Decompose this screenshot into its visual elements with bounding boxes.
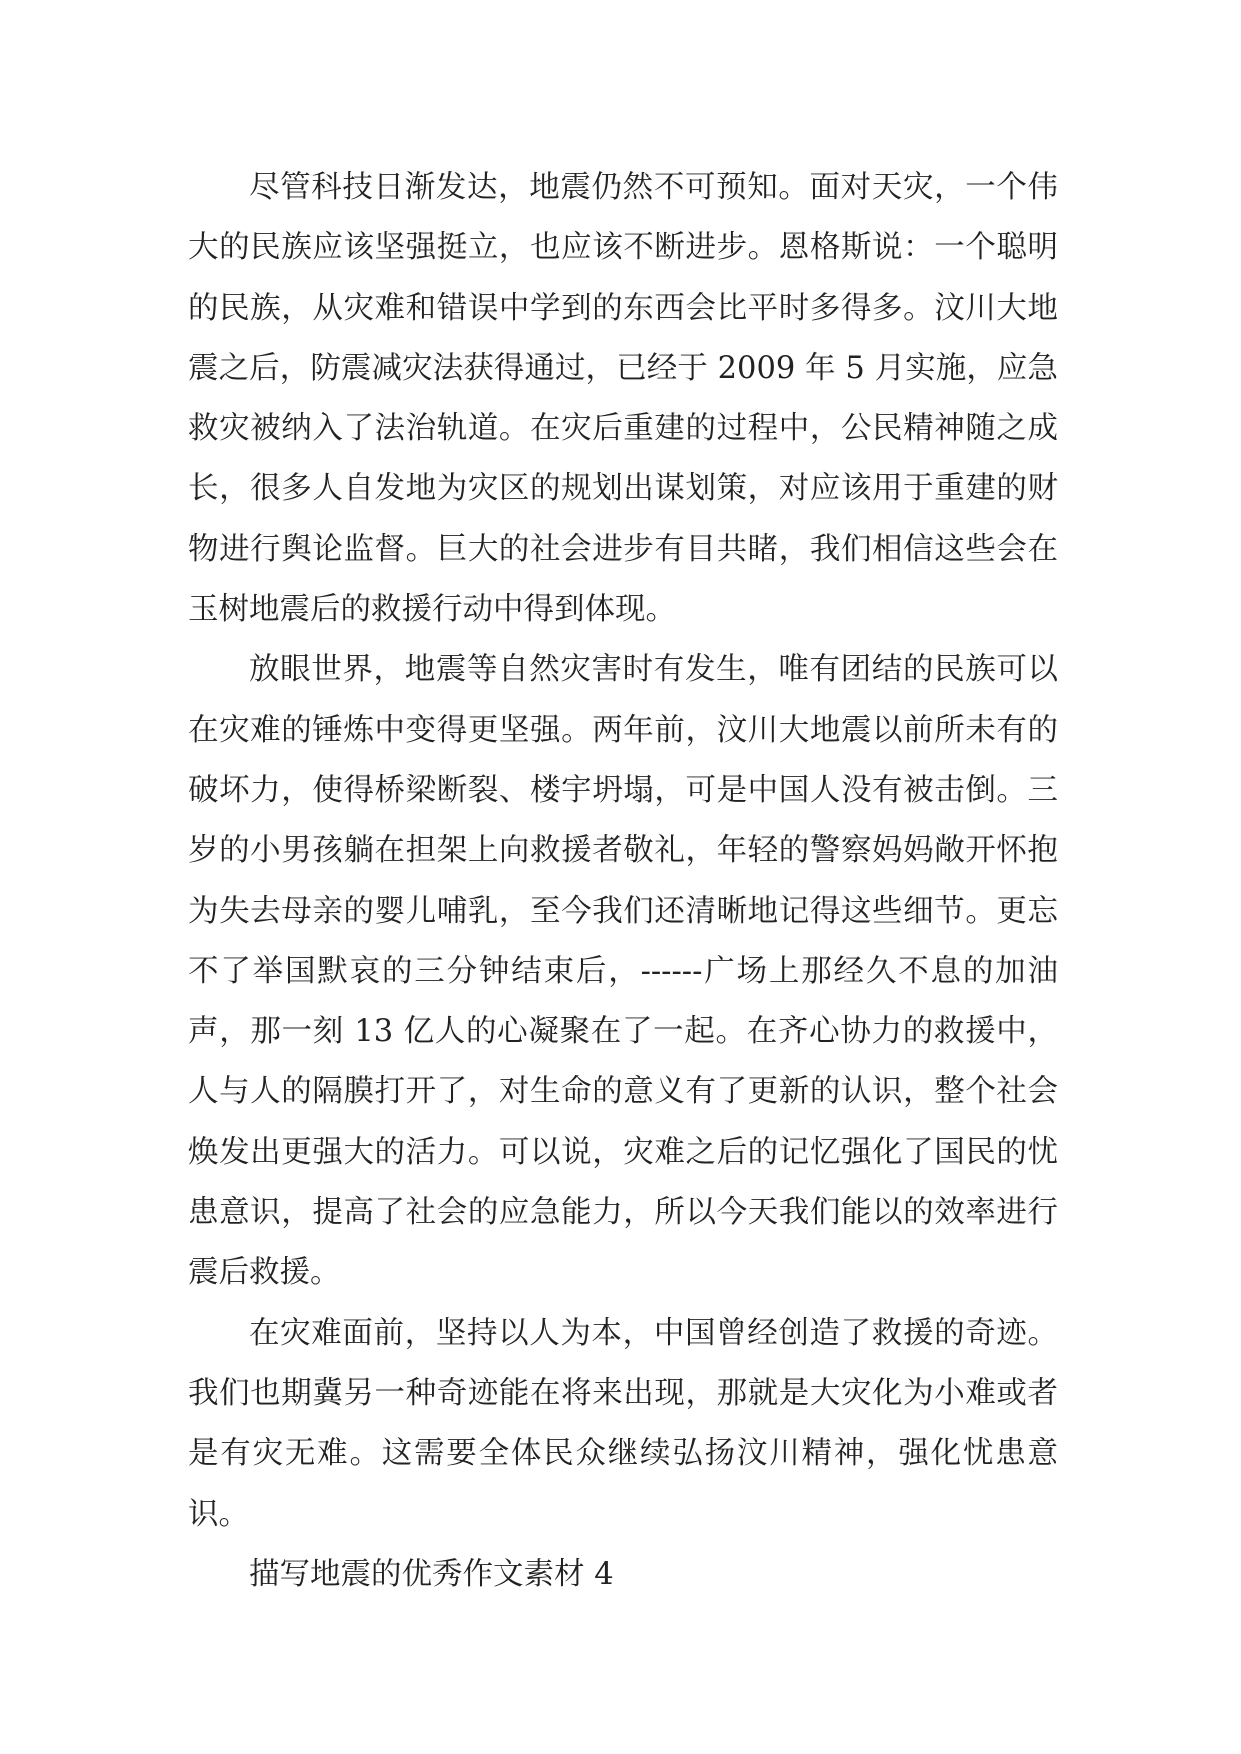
paragraph-1: 尽管科技日渐发达，地震仍然不可预知。面对天灾，一个伟大的民族应该坚强挺立，也应该不断进步。恩格斯说：一个聪明的民族，从灾难和错误中学到的东西会比平时多得多。汶川大地震之后，防震减灾法获得通过，已经于 2009 年 5 月实施，应急救灾被纳入了法治轨道。在灾后重建的过程中，公民精神随之成长，很多人自发地为灾区的规划出谋划策，对应该用于重建的财物进行舆论监督。巨大的社会进步有目共睹，我们相信这些会在玉树地震后的救援行动中得到体现。 xyxy=(188,170,1058,628)
section-heading: 描写地震的优秀作文素材 4 xyxy=(249,1556,614,1592)
document-body xyxy=(188,158,1058,1605)
paragraph-3: 在灾难面前，坚持以人为本，中国曾经创造了救援的奇迹。我们也期冀另一种奇迹能在将来出现，那就是大灾化为小难或者是有灾无难。这需要全体民众继续弘扬汶川精神，强化忧患意识。 xyxy=(188,1315,1058,1532)
paragraph-2: 放眼世界，地震等自然灾害时有发生，唯有团结的民族可以在灾难的锤炼中变得更坚强。两年前，汶川大地震以前所未有的破坏力，使得桥梁断裂、楼宇坍塌，可是中国人没有被击倒。三岁的小男孩躺在担架上向救援者敬礼，年轻的警察妈妈敞开怀抱为失去母亲的婴儿哺乳，至今我们还清晰地记得这些细节。更忘不了举国默哀的三分钟结束后，------广场上那经久不息的加油声，那一刻 13 亿人的心凝聚在了一起。在齐心协力的救援中，人与人的隔膜打开了，对生命的意义有了更新的认识，整个社会焕发出更强大的活力。可以说，灾难之后的记忆强化了国民的忧患意识，提高了社会的应急能力，所以今天我们能以的效率进行震后救援。 xyxy=(188,652,1058,1291)
